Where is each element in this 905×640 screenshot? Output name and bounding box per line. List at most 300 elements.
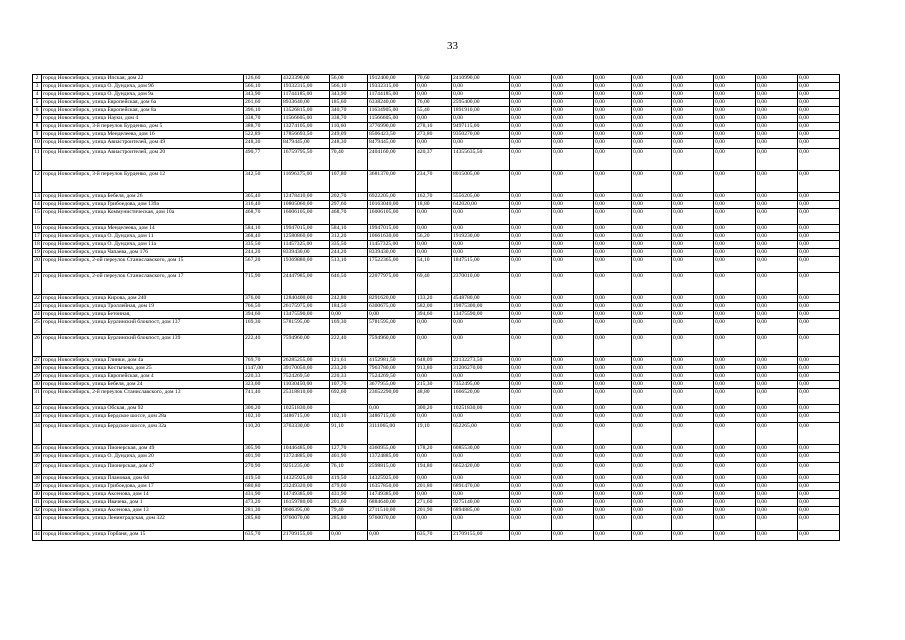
value-cell: 0,00 bbox=[632, 139, 672, 149]
value-cell: 0,00 bbox=[594, 225, 632, 233]
value-cell: 0,00 bbox=[672, 193, 714, 201]
address-cell: город Новосибирск, 3-й переулок Бурденко, дом 12 bbox=[42, 171, 244, 193]
value-cell: 0,00 bbox=[672, 381, 714, 389]
address-cell: город Новосибирск, улица О. Дундича, дом 11а bbox=[42, 241, 244, 249]
value-cell: 0,00 bbox=[714, 99, 756, 107]
value-cell: 22077975,00 bbox=[368, 273, 416, 295]
value-cell: 0,00 bbox=[510, 99, 552, 107]
value-cell: 0,00 bbox=[510, 389, 552, 405]
value-cell: 19332315,00 bbox=[368, 83, 416, 91]
value-cell: 0,00 bbox=[552, 319, 594, 335]
value-cell: 222,40 bbox=[244, 335, 282, 357]
value-cell: 285,80 bbox=[330, 515, 368, 531]
value-cell: 202,70 bbox=[330, 193, 368, 201]
value-cell: 0,00 bbox=[756, 423, 798, 445]
value-cell: 0,00 bbox=[672, 295, 714, 303]
value-cell: 2711510,00 bbox=[368, 507, 416, 515]
row-number-cell: 19 bbox=[34, 249, 40, 255]
row-number-cell: 38 bbox=[34, 475, 40, 481]
value-cell: 13475590,00 bbox=[282, 311, 330, 319]
value-cell: 0,00 bbox=[594, 319, 632, 335]
value-cell: 0,00 bbox=[798, 491, 840, 499]
value-cell: 0,00 bbox=[798, 233, 840, 241]
value-cell: 0,00 bbox=[714, 515, 756, 531]
value-cell: 0,00 bbox=[756, 91, 798, 99]
value-cell: 0,00 bbox=[798, 453, 840, 463]
value-cell: 0,00 bbox=[510, 405, 552, 413]
value-cell: 0,00 bbox=[594, 99, 632, 107]
value-cell: 0,00 bbox=[798, 249, 840, 257]
value-cell: 0,00 bbox=[798, 389, 840, 405]
data-table bbox=[32, 74, 840, 541]
value-cell: 126,60 bbox=[244, 75, 282, 83]
value-cell: 26285255,00 bbox=[282, 357, 330, 365]
value-cell: 215,30 bbox=[416, 381, 452, 389]
value-cell: 0,00 bbox=[632, 311, 672, 319]
value-cell: 201,60 bbox=[330, 499, 368, 507]
value-cell: 107,70 bbox=[330, 381, 368, 389]
row-number-cell: 33 bbox=[33, 413, 42, 423]
value-cell: 0,00 bbox=[798, 507, 840, 515]
value-cell: 17856693,50 bbox=[282, 131, 330, 139]
value-cell: 0,00 bbox=[510, 241, 552, 249]
value-cell: 0,00 bbox=[672, 311, 714, 319]
value-cell: 8339430,00 bbox=[368, 249, 416, 257]
address-cell: город Новосибирск, улица Европейская, дом 4 bbox=[42, 373, 244, 381]
value-cell: 16006105,00 bbox=[282, 209, 330, 225]
value-cell: 401,90 bbox=[330, 453, 368, 463]
value-cell: 0,00 bbox=[714, 193, 756, 201]
value-cell: 396,10 bbox=[244, 107, 282, 115]
value-cell: 2410990,00 bbox=[452, 75, 510, 83]
value-cell: 0,00 bbox=[672, 75, 714, 83]
value-cell: 0,00 bbox=[632, 531, 672, 541]
value-cell: 0,00 bbox=[416, 319, 452, 335]
value-cell: 0,00 bbox=[452, 83, 510, 91]
value-cell: 0,00 bbox=[416, 475, 452, 483]
value-cell: 270,90 bbox=[244, 463, 282, 475]
value-cell: 0,00 bbox=[672, 249, 714, 257]
value-cell: 0,00 bbox=[756, 303, 798, 311]
value-cell: 0,00 bbox=[368, 405, 416, 413]
value-cell: 0,00 bbox=[756, 75, 798, 83]
value-cell: 0,00 bbox=[756, 257, 798, 273]
address-cell: город Новосибирск, улица Бердское шоссе, дом 32а bbox=[42, 423, 244, 445]
value-cell: 0,00 bbox=[672, 209, 714, 225]
table-row bbox=[33, 241, 840, 249]
value-cell: 0,00 bbox=[672, 139, 714, 149]
value-cell: 766,50 bbox=[244, 303, 282, 311]
address-cell: город Новосибирск, улица Европейская, дом 6а bbox=[42, 99, 244, 107]
table-body bbox=[33, 75, 840, 541]
value-cell: 19875300,00 bbox=[452, 303, 510, 311]
value-cell: 0,00 bbox=[632, 303, 672, 311]
value-cell: 169,30 bbox=[330, 319, 368, 335]
value-cell: 0,00 bbox=[510, 483, 552, 491]
value-cell: 0,00 bbox=[552, 373, 594, 381]
value-cell: 0,00 bbox=[632, 209, 672, 225]
value-cell: 0,00 bbox=[672, 445, 714, 453]
value-cell: 0,00 bbox=[330, 531, 368, 541]
value-cell: 0,00 bbox=[510, 381, 552, 389]
value-cell: 0,00 bbox=[368, 311, 416, 319]
address-cell: город Новосибирск, улица О. Дундича, дом 20 bbox=[42, 453, 244, 463]
value-cell: 3486715,00 bbox=[368, 413, 416, 423]
value-cell: 5781595,00 bbox=[368, 319, 416, 335]
value-cell: 0,00 bbox=[632, 233, 672, 241]
value-cell: 10251830,00 bbox=[452, 405, 510, 413]
value-cell: 13475590,00 bbox=[452, 311, 510, 319]
value-cell: 0,00 bbox=[552, 303, 594, 311]
value-cell: 12580860,00 bbox=[282, 233, 330, 241]
value-cell: 0,00 bbox=[756, 123, 798, 131]
value-cell: 9606395,00 bbox=[282, 507, 330, 515]
value-cell: 0,00 bbox=[552, 295, 594, 303]
value-cell: 0,00 bbox=[798, 139, 840, 149]
value-cell: 6300675,00 bbox=[368, 303, 416, 311]
value-cell: 0,00 bbox=[552, 99, 594, 107]
value-cell: 0,00 bbox=[552, 365, 594, 373]
value-cell: 0,00 bbox=[756, 241, 798, 249]
value-cell: 0,00 bbox=[632, 389, 672, 405]
row-number-cell: 12 bbox=[33, 171, 42, 193]
value-cell: 1847515,00 bbox=[452, 257, 510, 273]
value-cell: 0,00 bbox=[416, 335, 452, 357]
row-number-cell: 7 bbox=[33, 115, 42, 123]
value-cell: 21709155,00 bbox=[452, 531, 510, 541]
value-cell: 0,00 bbox=[552, 413, 594, 423]
value-cell: 0,00 bbox=[632, 171, 672, 193]
value-cell: 0,00 bbox=[552, 453, 594, 463]
value-cell: 513,10 bbox=[330, 257, 368, 273]
value-cell: 0,00 bbox=[594, 295, 632, 303]
value-cell: 0,00 bbox=[798, 201, 840, 209]
value-cell: 0,00 bbox=[756, 131, 798, 139]
value-cell: 0,00 bbox=[632, 405, 672, 413]
value-cell: 12478410,00 bbox=[282, 193, 330, 201]
value-cell: 368,40 bbox=[244, 233, 282, 241]
value-cell: 0,00 bbox=[714, 225, 756, 233]
value-cell: 0,00 bbox=[756, 499, 798, 507]
value-cell: 7352495,00 bbox=[452, 381, 510, 389]
value-cell: 0,00 bbox=[756, 491, 798, 499]
value-cell: 0,00 bbox=[714, 131, 756, 139]
value-cell: 0,00 bbox=[452, 373, 510, 381]
table-row bbox=[33, 423, 840, 445]
value-cell: 0,00 bbox=[510, 225, 552, 233]
table-row bbox=[33, 335, 840, 357]
value-cell: 22132273,50 bbox=[452, 357, 510, 365]
value-cell: 0,00 bbox=[756, 445, 798, 453]
value-cell: 0,00 bbox=[510, 491, 552, 499]
table-row bbox=[33, 131, 840, 139]
value-cell: 0,00 bbox=[632, 83, 672, 91]
value-cell: 244,20 bbox=[330, 249, 368, 257]
row-number-cell: 26 bbox=[33, 335, 42, 357]
value-cell: 0,00 bbox=[714, 273, 756, 295]
value-cell: 0,00 bbox=[632, 373, 672, 381]
value-cell: 305,90 bbox=[244, 445, 282, 453]
value-cell: 249,09 bbox=[330, 131, 368, 139]
row-number-cell: 5 bbox=[33, 99, 42, 107]
row-number-cell: 15 bbox=[33, 209, 42, 225]
address-cell: город Новосибирск, 2-ой переулок Станиславского, дом 17 bbox=[42, 273, 244, 295]
value-cell: 271,60 bbox=[416, 499, 452, 507]
value-cell: 0,00 bbox=[510, 201, 552, 209]
value-cell: 0,00 bbox=[798, 149, 840, 171]
value-cell: 0,00 bbox=[756, 483, 798, 491]
value-cell: 0,00 bbox=[594, 499, 632, 507]
value-cell: 0,00 bbox=[416, 249, 452, 257]
value-cell: 0,00 bbox=[714, 381, 756, 389]
value-cell: 178,20 bbox=[416, 445, 452, 453]
value-cell: 1891910,00 bbox=[452, 107, 510, 115]
value-cell: 220,33 bbox=[244, 373, 282, 381]
value-cell: 0,00 bbox=[552, 107, 594, 115]
address-cell: город Новосибирск, улица Бердское шоссе, дом 28а bbox=[42, 413, 244, 423]
address-cell: город Новосибирск, улица О. Дундича, дом 9а bbox=[42, 91, 244, 99]
value-cell: 715,90 bbox=[244, 273, 282, 295]
value-cell: 3486715,00 bbox=[282, 413, 330, 423]
value-cell: 312,20 bbox=[330, 233, 368, 241]
value-cell: 0,00 bbox=[632, 295, 672, 303]
row-number-cell: 22 bbox=[34, 295, 40, 301]
value-cell: 6922205,00 bbox=[368, 193, 416, 201]
value-cell: 0,00 bbox=[594, 413, 632, 423]
value-cell: 343,90 bbox=[244, 91, 282, 99]
value-cell: 0,00 bbox=[672, 475, 714, 483]
value-cell: 0,00 bbox=[672, 201, 714, 209]
value-cell: 769,70 bbox=[244, 357, 282, 365]
value-cell: 0,00 bbox=[632, 123, 672, 131]
row-number-cell: 34 bbox=[33, 423, 42, 445]
value-cell: 25318810,00 bbox=[282, 389, 330, 405]
value-cell: 0,00 bbox=[714, 209, 756, 225]
value-cell: 10446485,00 bbox=[282, 445, 330, 453]
value-cell: 0,00 bbox=[632, 75, 672, 83]
value-cell: 300,20 bbox=[244, 405, 282, 413]
value-cell: 26175975,00 bbox=[282, 303, 330, 311]
value-cell: 0,00 bbox=[416, 491, 452, 499]
address-cell: город Новосибирск, улица Авиастроителей, дом 49 bbox=[42, 139, 244, 149]
value-cell: 0,00 bbox=[756, 115, 798, 123]
value-cell: 0,00 bbox=[632, 249, 672, 257]
value-cell: 0,00 bbox=[416, 139, 452, 149]
address-cell: город Новосибирск, 3-й переулок Бурденко, дом 5 bbox=[42, 123, 244, 131]
value-cell: 3681370,00 bbox=[368, 171, 416, 193]
value-cell: 297,60 bbox=[330, 201, 368, 209]
value-cell: 0,00 bbox=[452, 115, 510, 123]
value-cell: 127,70 bbox=[330, 445, 368, 453]
value-cell: 0,00 bbox=[552, 201, 594, 209]
value-cell: 0,00 bbox=[714, 389, 756, 405]
row-number-cell: 36 bbox=[33, 453, 42, 463]
value-cell: 0,00 bbox=[594, 491, 632, 499]
value-cell: 0,00 bbox=[452, 491, 510, 499]
value-cell: 0,00 bbox=[756, 273, 798, 295]
value-cell: 0,00 bbox=[594, 171, 632, 193]
row-number-cell: 16 bbox=[34, 225, 40, 231]
value-cell: 0,00 bbox=[714, 475, 756, 483]
value-cell: 8479445,00 bbox=[282, 139, 330, 149]
value-cell: 31206270,00 bbox=[452, 365, 510, 373]
value-cell: 0,00 bbox=[594, 405, 632, 413]
row-number-cell: 44 bbox=[33, 531, 42, 541]
value-cell: 0,00 bbox=[452, 335, 510, 357]
value-cell: 0,00 bbox=[756, 335, 798, 357]
value-cell: 0,00 bbox=[798, 273, 840, 295]
value-cell: 0,00 bbox=[798, 463, 840, 475]
value-cell: 0,00 bbox=[756, 365, 798, 373]
value-cell: 431,90 bbox=[244, 491, 282, 499]
value-cell: 8933640,00 bbox=[282, 99, 330, 107]
value-cell: 0,00 bbox=[798, 405, 840, 413]
value-cell: 0,00 bbox=[452, 475, 510, 483]
value-cell: 76,00 bbox=[416, 99, 452, 107]
value-cell: 468,70 bbox=[244, 209, 282, 225]
value-cell: 16006105,00 bbox=[368, 209, 416, 225]
table-row bbox=[33, 257, 840, 273]
value-cell: 220,33 bbox=[330, 373, 368, 381]
table-row bbox=[33, 499, 840, 507]
value-cell: 335,50 bbox=[330, 241, 368, 249]
address-cell: город Новосибирск, улица Троллейная, дом 19 bbox=[42, 303, 244, 311]
value-cell: 0,00 bbox=[510, 463, 552, 475]
value-cell: 0,00 bbox=[672, 225, 714, 233]
value-cell: 0,00 bbox=[452, 225, 510, 233]
table-row bbox=[33, 463, 840, 475]
value-cell: 0,00 bbox=[632, 463, 672, 475]
value-cell: 0,00 bbox=[552, 193, 594, 201]
value-cell: 343,90 bbox=[330, 91, 368, 99]
value-cell: 0,00 bbox=[510, 475, 552, 483]
table-row bbox=[33, 413, 840, 423]
value-cell: 0,00 bbox=[416, 241, 452, 249]
value-cell: 0,00 bbox=[552, 75, 594, 83]
value-cell: 0,00 bbox=[632, 335, 672, 357]
value-cell: 0,00 bbox=[714, 241, 756, 249]
value-cell: 0,00 bbox=[672, 507, 714, 515]
value-cell: 0,00 bbox=[594, 107, 632, 115]
value-cell: 0,00 bbox=[714, 295, 756, 303]
table-row bbox=[33, 249, 840, 257]
value-cell: 0,00 bbox=[552, 483, 594, 491]
value-cell: 6652420,00 bbox=[452, 463, 510, 475]
value-cell: 0,00 bbox=[714, 91, 756, 99]
value-cell: 0,00 bbox=[510, 295, 552, 303]
value-cell: 56,20 bbox=[416, 233, 452, 241]
value-cell: 0,00 bbox=[714, 483, 756, 491]
value-cell: 0,00 bbox=[672, 483, 714, 491]
address-cell: город Новосибирск, улица Бебеля, дом 24 bbox=[42, 381, 244, 389]
value-cell: 0,00 bbox=[798, 373, 840, 381]
value-cell: 0,00 bbox=[798, 171, 840, 193]
value-cell: 201,90 bbox=[416, 507, 452, 515]
value-cell: 0,00 bbox=[714, 335, 756, 357]
value-cell: 8479445,00 bbox=[368, 139, 416, 149]
value-cell: 0,00 bbox=[510, 507, 552, 515]
value-cell: 0,00 bbox=[756, 405, 798, 413]
value-cell: 0,00 bbox=[510, 123, 552, 131]
value-cell: 913,80 bbox=[416, 365, 452, 373]
address-cell: город Новосибирск, улица Ипская, дом 22 bbox=[42, 75, 244, 83]
value-cell: 0,00 bbox=[672, 423, 714, 445]
table-row bbox=[33, 273, 840, 295]
value-cell: 0,00 bbox=[714, 149, 756, 171]
value-cell: 338,70 bbox=[330, 115, 368, 123]
address-cell: город Новосибирск, улица Кирова, дом 240 bbox=[42, 295, 244, 303]
value-cell: 0,00 bbox=[510, 83, 552, 91]
value-cell: 0,00 bbox=[714, 413, 756, 423]
value-cell: 14749385,00 bbox=[282, 491, 330, 499]
value-cell: 0,00 bbox=[714, 319, 756, 335]
value-cell: 0,00 bbox=[552, 257, 594, 273]
value-cell: 0,00 bbox=[756, 463, 798, 475]
value-cell: 0,00 bbox=[452, 209, 510, 225]
value-cell: 0,00 bbox=[798, 475, 840, 483]
value-cell: 11457325,00 bbox=[282, 241, 330, 249]
value-cell: 0,00 bbox=[510, 233, 552, 241]
table-row bbox=[33, 83, 840, 91]
value-cell: 2404160,00 bbox=[368, 149, 416, 171]
address-cell: город Новосибирск, улица Европейская, дом 8а bbox=[42, 107, 244, 115]
value-cell: 0,00 bbox=[714, 201, 756, 209]
value-cell: 0,00 bbox=[594, 423, 632, 445]
value-cell: 0,00 bbox=[714, 311, 756, 319]
table-row bbox=[33, 75, 840, 83]
value-cell: 0,00 bbox=[672, 335, 714, 357]
value-cell: 19,10 bbox=[416, 423, 452, 445]
value-cell: 0,00 bbox=[416, 83, 452, 91]
value-cell: 10661630,00 bbox=[368, 233, 416, 241]
row-number-cell: 3 bbox=[33, 83, 42, 91]
row-number-cell: 35 bbox=[34, 445, 40, 451]
value-cell: 652265,00 bbox=[452, 423, 510, 445]
value-cell: 0,00 bbox=[714, 507, 756, 515]
value-cell: 0,00 bbox=[798, 193, 840, 201]
value-cell: 0,00 bbox=[632, 99, 672, 107]
value-cell: 0,00 bbox=[798, 295, 840, 303]
table-row bbox=[33, 515, 840, 531]
value-cell: 18,80 bbox=[416, 201, 452, 209]
value-cell: 10163040,00 bbox=[368, 201, 416, 209]
value-cell: 23249320,00 bbox=[282, 483, 330, 491]
value-cell: 479,00 bbox=[330, 483, 368, 491]
value-cell: 0,00 bbox=[632, 115, 672, 123]
value-cell: 0,00 bbox=[452, 319, 510, 335]
value-cell: 0,00 bbox=[510, 335, 552, 357]
value-cell: 0,00 bbox=[452, 241, 510, 249]
value-cell: 642020,00 bbox=[452, 201, 510, 209]
table-row bbox=[33, 171, 840, 193]
value-cell: 0,00 bbox=[798, 225, 840, 233]
address-cell: город Новосибирск, улица Авиастроителей, дом 20 bbox=[42, 149, 244, 171]
value-cell: 0,00 bbox=[756, 139, 798, 149]
value-cell: 70,60 bbox=[416, 75, 452, 83]
table-row bbox=[33, 107, 840, 115]
value-cell: 0,00 bbox=[416, 515, 452, 531]
value-cell: 0,00 bbox=[714, 373, 756, 381]
value-cell: 0,00 bbox=[714, 233, 756, 241]
value-cell: 0,00 bbox=[594, 357, 632, 365]
value-cell: 0,00 bbox=[594, 515, 632, 531]
value-cell: 0,00 bbox=[714, 445, 756, 453]
value-cell: 0,00 bbox=[632, 413, 672, 423]
value-cell: 376,00 bbox=[244, 295, 282, 303]
value-cell: 0,00 bbox=[552, 273, 594, 295]
value-cell: 162,70 bbox=[416, 193, 452, 201]
value-cell: 0,00 bbox=[714, 357, 756, 365]
